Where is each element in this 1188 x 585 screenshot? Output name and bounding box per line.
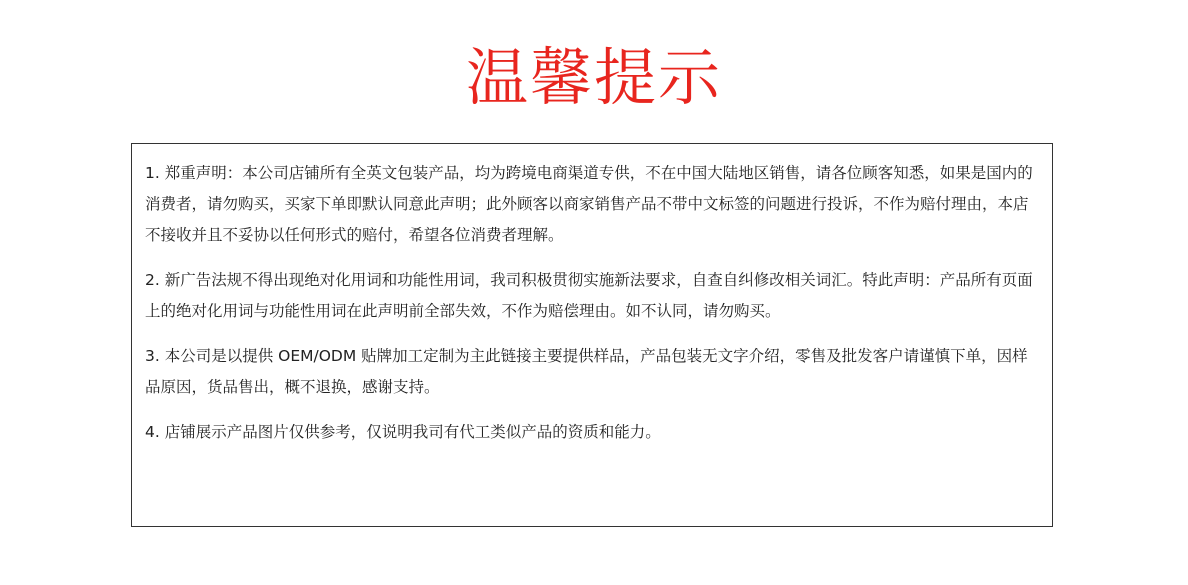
notice-box	[131, 143, 1053, 527]
notice-item-4: 4. 店铺展示产品图片仅供参考，仅说明我司有代工类似产品的资质和能力。	[145, 423, 661, 441]
notice-item-1: 1. 郑重声明：本公司店铺所有全英文包装产品，均为跨境电商渠道专供，不在中国大陆地区销售，请各位顾客知悉，如果是国内的消费者，请勿购买，买家下单即默认同意此声明；此外顾客以商家销售产品不带中文标签的问题进行投诉，不作为赔付理由，本店不接收并且不妥协以任何形式的赔付，希望各位消费者理解。	[145, 164, 1033, 244]
notice-item-2: 2. 新广告法规不得出现绝对化用词和功能性用词，我司积极贯彻实施新法要求，自查自纠修改相关词汇。特此声明：产品所有页面上的绝对化用词与功能性用词在此声明前全部失效，不作为赔偿理由。如不认同，请勿购买。	[145, 271, 1033, 320]
notice-item-3: 3. 本公司是以提供 OEM/ODM 贴牌加工定制为主此链接主要提供样品，产品包装无文字介绍，零售及批发客户请谨慎下单，因样品原因，货品售出，概不退换，感谢支持。	[145, 347, 1028, 396]
page-title: 温馨提示	[465, 41, 722, 114]
